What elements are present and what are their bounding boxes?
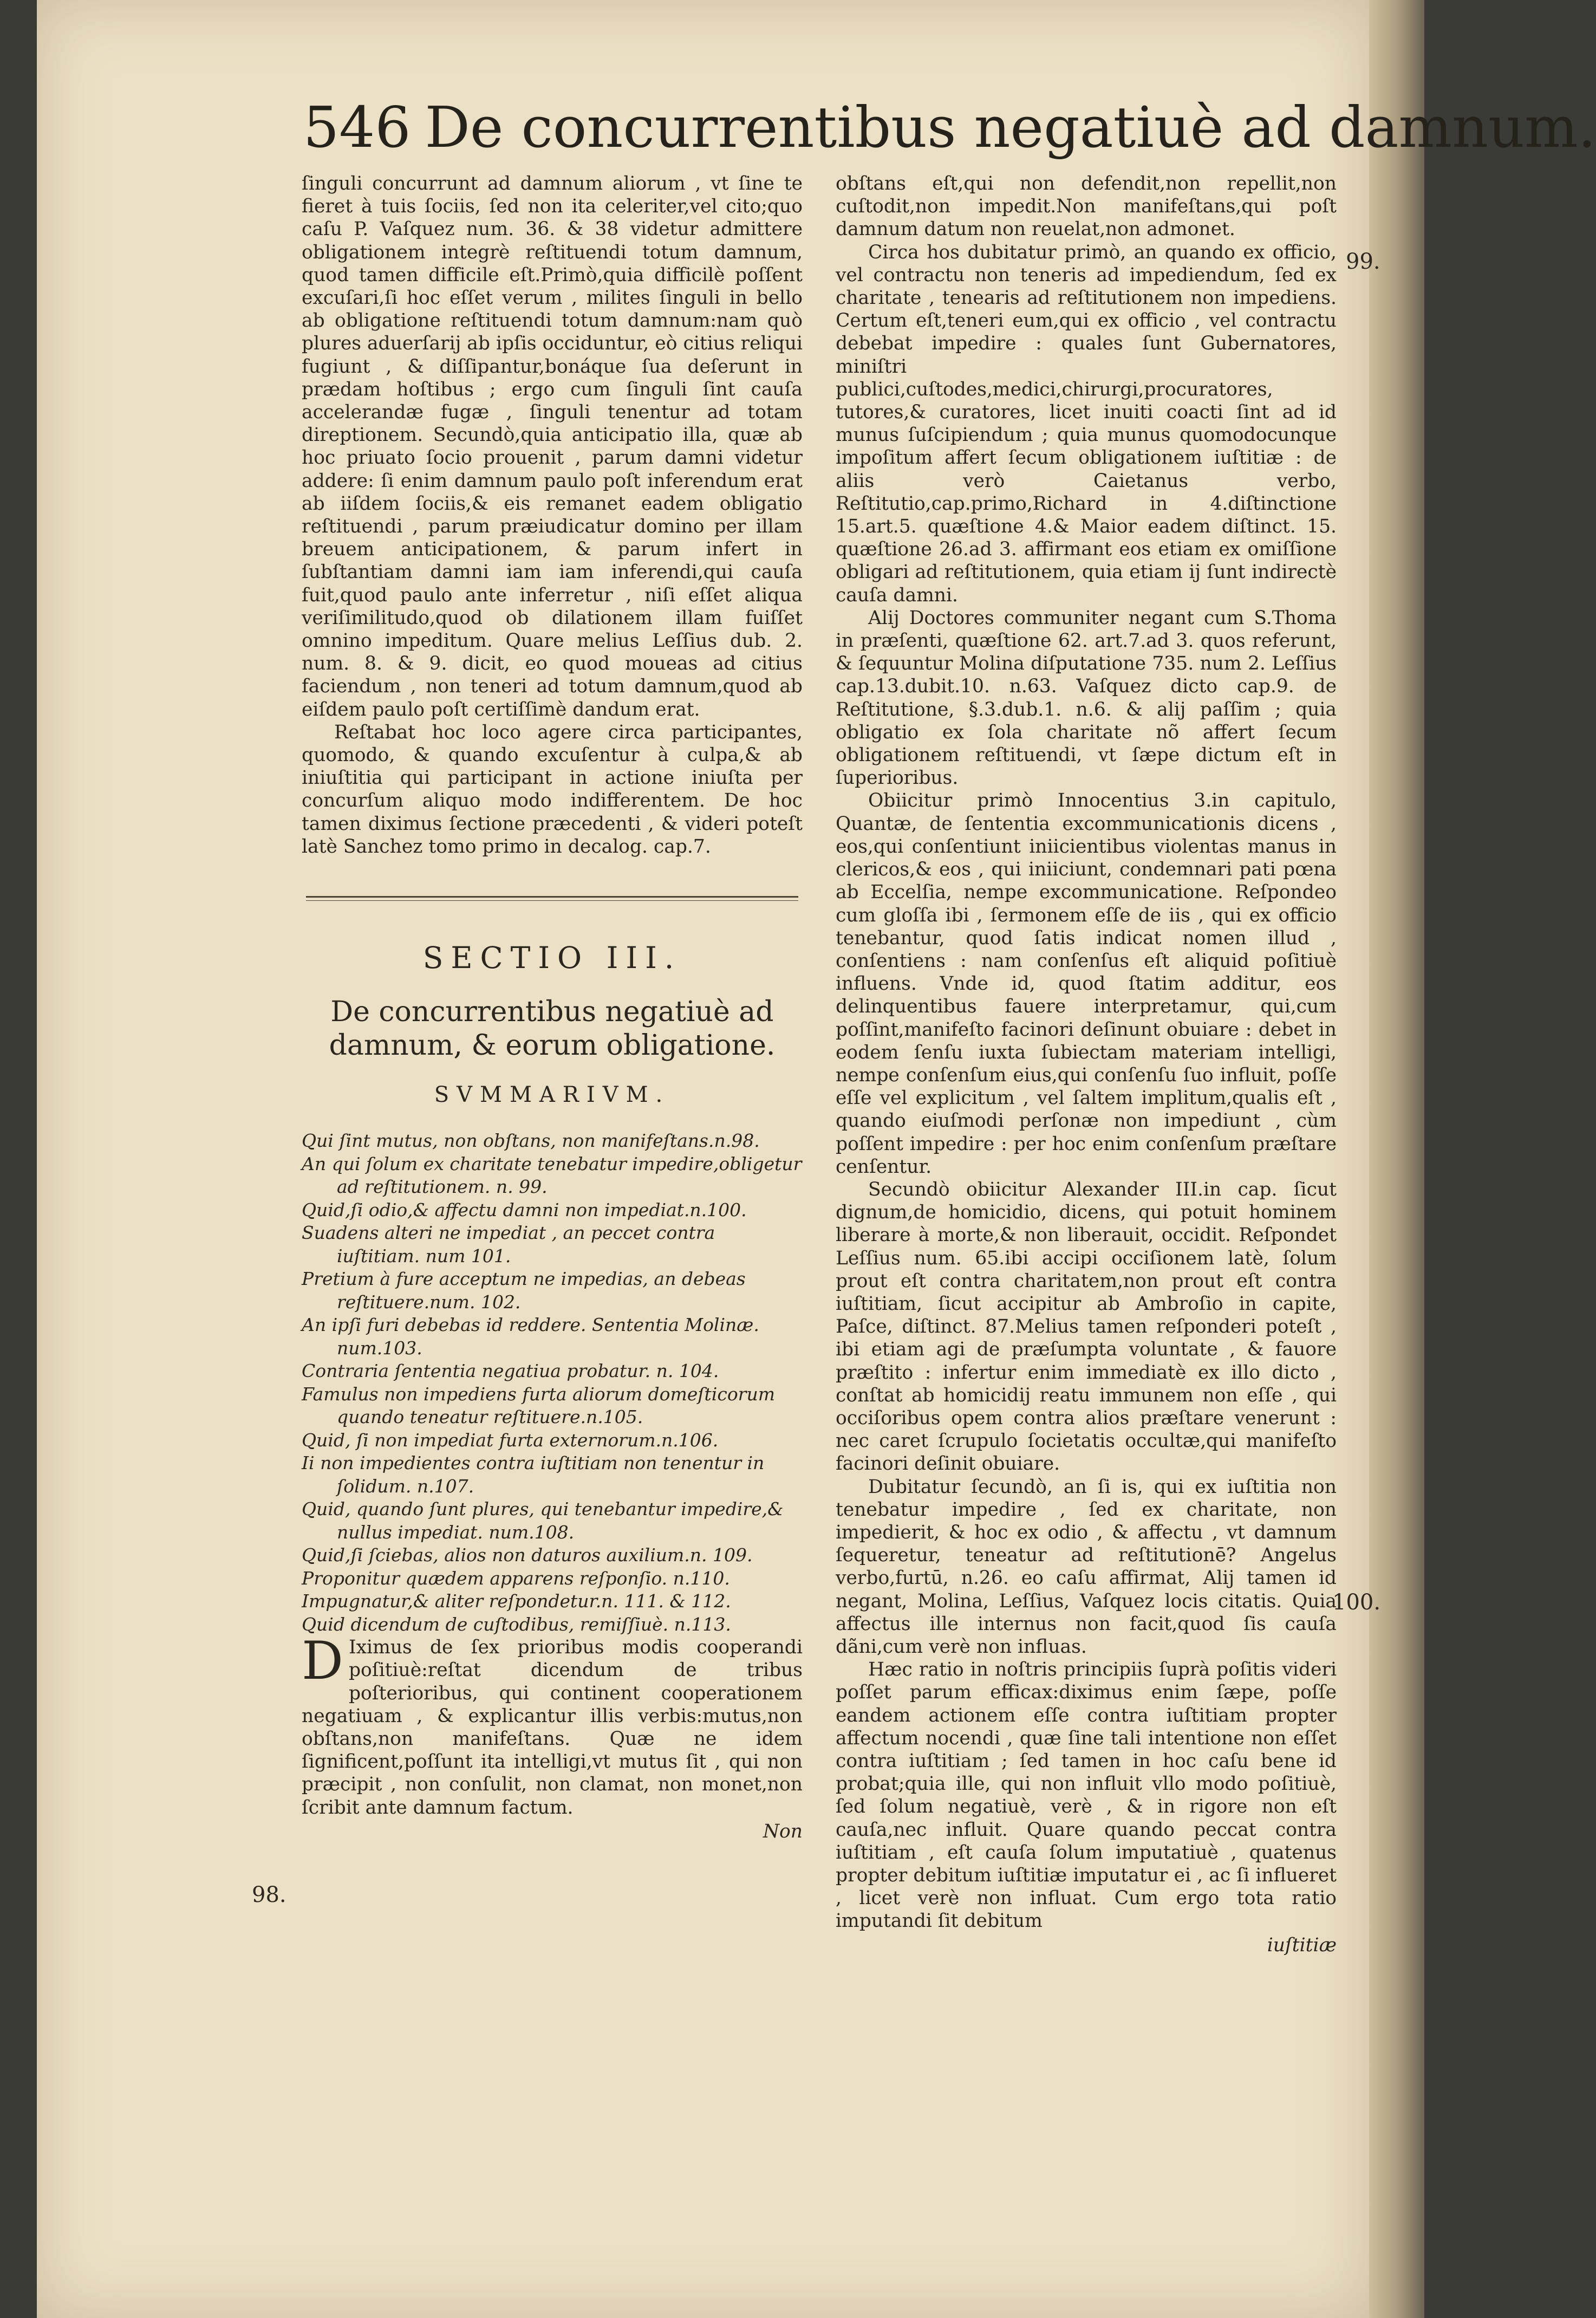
summarium-item: Qui ſint mutus, non obſtans, non manifeſtans.n.98.: [302, 1130, 760, 1152]
summarium-item: Impugnatur,& aliter reſpondetur.n. 111. & 112.: [302, 1590, 731, 1612]
summarium-item: Quid dicendum de cuſtodibus, remiſſiuè. n.113.: [302, 1613, 731, 1635]
summarium-item: An qui ſolum ex charitate tenebatur impedire,obligetur ad reſtitutionem. n. 99.: [302, 1153, 802, 1198]
summarium-item: An ipſi furi debebas id reddere. Sententia Molinæ. num.103.: [302, 1314, 759, 1359]
section-divider: [306, 896, 798, 901]
margin-number-98: 98.: [252, 1882, 286, 1907]
running-header: [303, 87, 1596, 168]
summarium-item: Quid,ſi ſciebas, alios non daturos auxilium.n. 109.: [302, 1544, 753, 1566]
summarium-item: Contraria ſententia negatiua probatur. n. 104.: [302, 1360, 719, 1382]
section-title: De concurrentibus negatiuè ad damnum, & eorum obligatione.: [329, 996, 776, 1062]
paragraph: Dubitatur ſecundò, an ſi is, qui ex iuſtitia non tenebatur impedire , ſed ex charitate, non impedierit, & hoc ex odio , & affectu , vt damnum ſequeretur, teneatur ad reſtitutionē? Angelus verbo,furtū, n.26. eo caſu affirmat, Alij tamen id negant, Molina, Leſſius, Vaſquez locis citatis. Quia affectus ille internus non facit,quod ſis cauſa dãni,cum verè non influas.: [836, 1476, 1337, 1658]
summarium-list: [302, 1129, 803, 1636]
paragraph: obſtans eſt,qui non defendit,non repellit,non cuſtodit,non impedit.Non manifeſtans,qui poſt damnum datum non reuelat,non admonet.: [836, 173, 1337, 241]
opening-paragraph: [302, 1631, 803, 1819]
summarium-item: Quid,ſi odio,& affectu damni non impediat.n.100.: [302, 1199, 747, 1220]
paragraph: Reſtabat hoc loco agere circa participantes, quomodo, & quando excuſentur à culpa,& ab iniuſtitia qui participant in actione iniuſta per concurſum aliquo modo indifferentem. De hoc tamen diximus ſectione præcedenti , & videri poteſt latè Sanchez tomo primo in decalog. cap.7.: [302, 721, 803, 858]
catchword: iuſtitiæ: [1267, 1934, 1337, 1956]
summarium-item: Famulus non impediens furta aliorum domeſticorum quando teneatur reſtituere.n.105.: [302, 1383, 776, 1428]
paragraph: Secundò obiicitur Alexander III.in cap. ſicut dignum,de homicidio, dicens, qui potuit hominem liberare à morte,& non liberauit, occidit. Reſpondet Leſſius num. 65.ibi accipi occiſionem latè, ſolum prout eſt contra charitatem,non prout eſt contra iuſtitiam, ſicut accipitur ab Ambroſio in capite, Paſce, diſtinct. 87.Melius tamen reſponderi poteſt , ibi etiam agi de præſumpta voluntate , & fauore præſtito : infertur enim immediatè ex illo dicto , conſtat ab homicidij reatu immunem non eſſe , qui occiſoribus opem contra alios præſtare venerunt : nec caret ſcrupulo ſocietatis occultæ,qui manifeſto facinori deſinit obuiare.: [836, 1178, 1337, 1475]
drop-cap: D: [302, 1631, 343, 1692]
opening-paragraph-text: Iximus de ſex prioribus modis cooperandi poſitiuè:reſtat dicendum de tribus poſterioribus, qui continent cooperationem negatiuam , & explicantur illis verbis:mutus,non obſtans,non manifeſtans. Quæ ne idem ſignificent,poſſunt ita intelligi,vt mutus ſit , qui non præcipit , non conſulit, non clamat, non monet,non ſcribit ante damnum factum.: [302, 1637, 803, 1819]
summarium-item: Proponitur quædem apparens reſponſio. n.110.: [302, 1567, 730, 1589]
summarium-item: Suadens alteri ne impediat , an peccet contra iuſtitiam. num 101.: [302, 1222, 715, 1267]
page-number: 546: [303, 94, 411, 160]
paragraph: ſinguli concurrunt ad damnum aliorum , vt ſine te fieret à tuis ſociis, ſed non ita celeriter,vel cito;quo caſu P. Vaſquez num. 36. & 38 videtur admittere obligationem integrè reſtituendi totum damnum, quod tamen difficile eſt.Primò,quia difficilè poſſent excuſari,ſi hoc eſſet verum , milites ſinguli in bello ab obligatione reſtituendi totum damnum:nam quò plures aduerſarij ab ipſis occiduntur, eò citius reliqui fugiunt , & diſſipantur,bonáque ſua deſerunt in prædam hoſtibus ; ergo cum ſinguli ſint cauſa accelerandæ fugæ , ſinguli tenentur ad totam direptionem. Secundò,quia anticipatio illa, quæ ab hoc priuato ſocio prouenit , parum damni videtur addere: ſi enim damnum paulo poſt inferendum erat ab iiſdem ſociis,& eis remanet eadem obligatio reſtituendi , parum præiudicatur domino per illam breuem anticipationem, & parum infert in ſubſtantiam damni iam iam inferendi,qui cauſa fuit,quod paulo ante inferretur , niſi eſſet aliqua veriſimilitudo,quod ob dilationem illam fuiſſet omnino impeditum. Quare melius Leſſius dub. 2. num. 8. & 9. dicit, eo quod moueas ad citius faciendum , non teneri ad totum damnum,quod ab eiſdem paulo poſt certiſſimè dandum erat.: [302, 173, 803, 720]
summarium-heading: SVMMARIVM.: [434, 1082, 670, 1108]
section-heading: SECTIO III.: [422, 940, 682, 976]
page-edge: [1369, 0, 1424, 2318]
paragraph: Hæc ratio in noſtris principiis ſuprà poſitis videri poſſet parum efficax:diximus enim ſæpe, poſſe eandem actionem eſſe contra iuſtitiam propter affectum nocendi , quæ ſine tali intentione non eſſet contra iuſtitiam ; ſed tamen in hoc caſu bene id probat;quia ille, qui non influit vllo modo poſitiuè, ſed ſolum negatiuè, verè , & in rigore non eſt cauſa,nec influit. Quare quando peccat contra iuſtitiam , eſt cauſa ſolum imputatiuè , quatenus propter debitum iuſtitiæ imputatur ei , ac ſi influeret , licet verè non influat. Cum ergo tota ratio imputandi ſit debitum: [836, 1659, 1337, 1932]
summarium-item: Ii non impedientes contra iuſtitiam non tenentur in ſolidum. n.107.: [302, 1452, 765, 1497]
running-title: De concurrentibus negatiuè ad damnum.: [425, 94, 1596, 160]
summarium-item: Quid, ſi non impediat furta externorum.n.106.: [302, 1429, 719, 1451]
paragraph: Circa hos dubitatur primò, an quando ex officio, vel contractu non teneris ad impediendum, ſed ex charitate , tenearis ad reſtitutionem non impediens. Certum eſt,teneri eum,qui ex officio , vel contractu debebat impedire : quales ſunt Gubernatores, miniſtri publici,cuſtodes,medici,chirurgi,procuratores, tutores,& curatores, licet inuiti coacti ſint ad id munus ſuſcipiendum ; quia munus quomodocunque impoſitum affert ſecum obligationem iuſtitiæ : de aliis verò Caietanus verbo, Reſtitutio,cap.primo,Richard in 4.diſtinctione 15.art.5. quæſtione 4.& Maior eadem diſtinct. 15. quæſtione 26.ad 3. affirmant eos etiam ex omiſſione obligari ad reſtitutionem, quia etiam ij ſunt indirectè cauſa damni.: [836, 241, 1337, 606]
catchword: Non: [763, 1820, 803, 1842]
right-column: [836, 172, 1337, 1957]
summarium-item: Quid, quando ſunt plures, qui tenebantur impedire,& nullus impediat. num.108.: [302, 1498, 784, 1543]
paragraph: Alij Doctores communiter negant cum S.Thoma in præſenti, quæſtione 62. art.7.ad 3. quos referunt, & ſequuntur Molina diſputatione 735. num 2. Leſſius cap.13.dubit.10. n.63. Vaſquez dicto cap.9. de Reſtitutione, §.3.dub.1. n.6. & alij paſſim ; quia obligatio ex ſola charitate nõ affert ſecum obligationem reſtituendi, vt ſæpe dictum eſt in ſuperioribus.: [836, 607, 1337, 789]
left-column: [302, 172, 803, 1843]
margin-number-99: 99.: [1346, 249, 1380, 274]
paragraph: Obiicitur primò Innocentius 3.in capitulo, Quantæ, de ſententia excommunicationis dicens , eos,qui conſentiunt iniicientibus violentas manus in clericos,& eos , qui iniiciunt, condemnari pati pœna ab Eccelſia, nempe excommunicatione. Reſpondeo cum gloſſa ibi , ſermonem eſſe de iis , qui ex officio tenebantur, quod ſatis indicat nomen illud , conſentiens : nam conſenſus eſt aliquid poſitiuè influens. Vnde id, quod ſtatim additur, eos delinquentibus fauere interpretamur, qui,cum poſſint,manifeſto facinori deſinunt obuiare : debet in eodem ſenſu iuxta ſubiectam materiam intelligi, nempe conſenſum eius,qui conſenſu ſuo influit, poſſe eſſe vel explicitum , vel ſaltem implitum,qualis eſt , quando eiuſmodi perſonæ non impediunt , cùm poſſent impedire : per hoc enim conſenſum præſtare cenſentur.: [836, 790, 1337, 1178]
summarium-item: Pretium à fure acceptum ne impedias, an debeas reſtituere.num. 102.: [302, 1268, 746, 1313]
margin-number-100: 100.: [1332, 1590, 1381, 1615]
